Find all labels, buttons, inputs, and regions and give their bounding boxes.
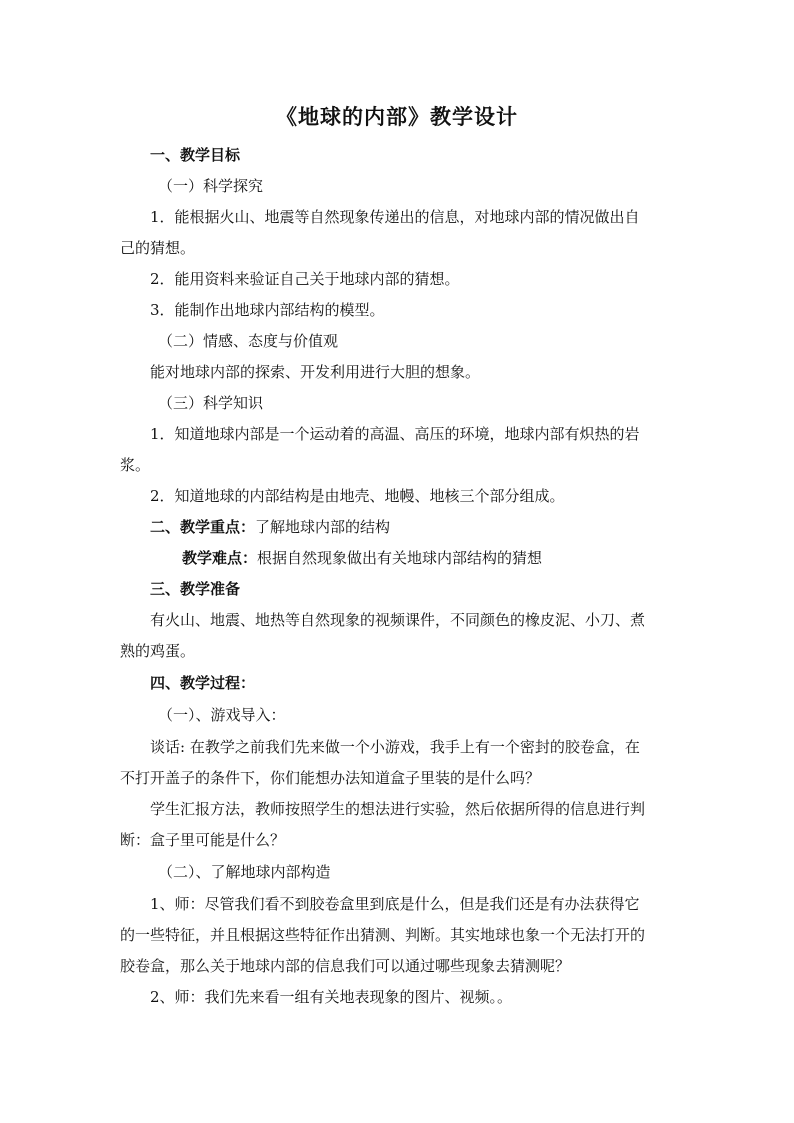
section-heading-process: 四、教学过程：: [150, 674, 256, 692]
section-heading-preparation: 三、教学准备: [150, 580, 241, 598]
paragraph-line: 熟的鸡蛋。: [120, 642, 196, 660]
paragraph-line: 的一些特征，并且根据这些特征作出猜测、判断。其实地球也象一个无法打开的: [120, 926, 646, 944]
paragraph-line: 己的猜想。: [120, 239, 196, 257]
paragraph-line: 断：盒子里可能是什么？: [120, 831, 286, 849]
section-heading-key-point: 二、教学重点：: [150, 518, 256, 536]
difficulty-label: 教学难点：: [182, 549, 258, 567]
subheading-attitude: （二）情感、态度与价值观: [158, 332, 339, 350]
difficulty-text: 根据自然现象做出有关地球内部结构的猜想: [257, 549, 543, 567]
subheading-structure: （二）、了解地球内部构造: [158, 863, 331, 881]
key-point-line: [150, 516, 390, 538]
paragraph-line: 2、师：我们先来看一组有关地表现象的图片、视频。。: [150, 988, 513, 1006]
paragraph-line: 1、师：尽管我们看不到胶卷盒里到底是什么，但是我们还是有办法获得它: [150, 895, 640, 913]
subheading-inquiry: （一）科学探究: [158, 177, 264, 195]
paragraph-line: 1．能根据火山、地震等自然现象传递出的信息，对地球内部的情况做出自: [150, 208, 640, 226]
subheading-game: （一）、游戏导入：: [158, 706, 286, 724]
paragraph-line: 胶卷盒，那么关于地球内部的信息我们可以通过哪些现象去猜测呢？: [120, 957, 571, 975]
paragraph-line: 学生汇报方法，教师按照学生的想法进行实验，然后依据所得的信息进行判: [150, 800, 646, 818]
section-heading-objectives: 一、教学目标: [150, 146, 241, 164]
paragraph-line: 浆。: [120, 456, 151, 474]
paragraph-line: 2．能用资料来验证自己关于地球内部的猜想。: [150, 270, 460, 288]
subheading-knowledge: （三）科学知识: [158, 394, 264, 412]
key-point-text: 了解地球内部的结构: [255, 518, 391, 536]
paragraph-line: 2．知道地球的内部结构是由地壳、地幔、地核三个部分组成。: [150, 487, 565, 505]
paragraph-line: 有火山、地震、地热等自然现象的视频课件，不同颜色的橡皮泥、小刀、煮: [150, 611, 646, 629]
paragraph-line: 3．能制作出地球内部结构的模型。: [150, 301, 385, 319]
document-title: 《地球的内部》教学设计: [276, 104, 518, 129]
paragraph-line: 1．知道地球内部是一个运动着的高温、高压的环境，地球内部有炽热的岩: [150, 425, 640, 443]
paragraph-line: 谈话: 在教学之前我们先来做一个小游戏，我手上有一个密封的胶卷盒，在: [150, 738, 640, 756]
paragraph-line: 能对地球内部的探索、开发利用进行大胆的想象。: [150, 363, 481, 381]
difficulty-line: [182, 547, 542, 569]
paragraph-line: 不打开盖子的条件下，你们能想办法知道盒子里装的是什么吗？: [120, 769, 541, 787]
